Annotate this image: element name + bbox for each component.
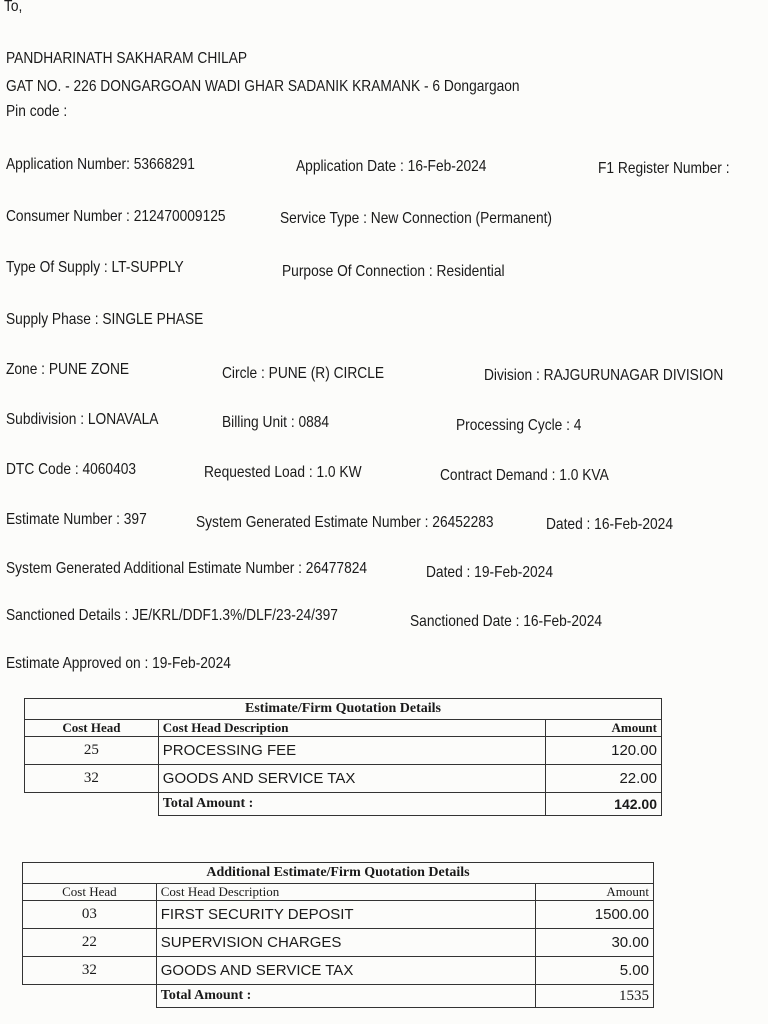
cost-head-cell: 03 (23, 901, 157, 929)
column-header-description: Cost Head Description (158, 720, 545, 737)
cost-head-cell: 32 (23, 957, 157, 985)
total-amount: 1535 (536, 985, 654, 1008)
application-date: Application Date : 16-Feb-2024 (296, 158, 487, 175)
pin-code: Pin code : (6, 103, 68, 120)
description-cell: PROCESSING FEE (158, 737, 545, 765)
cost-head-cell: 32 (25, 765, 159, 793)
zone: Zone : PUNE ZONE (6, 361, 130, 378)
table-row (23, 957, 654, 985)
description-cell: FIRST SECURITY DEPOSIT (156, 901, 535, 929)
total-label: Total Amount : (156, 985, 535, 1008)
column-header-amount: Amount (546, 720, 662, 737)
type-of-supply: Type Of Supply : LT-SUPPLY (6, 259, 184, 276)
system-estimate-dated: Dated : 16-Feb-2024 (546, 516, 673, 533)
table-caption: Additional Estimate/Firm Quotation Details (23, 863, 654, 884)
amount-cell: 120.00 (546, 737, 662, 765)
system-additional-estimate-dated: Dated : 19-Feb-2024 (426, 564, 553, 581)
amount-cell: 1500.00 (536, 901, 654, 929)
table-row (23, 901, 654, 929)
cost-head-cell: 22 (23, 929, 157, 957)
supply-phase: Supply Phase : SINGLE PHASE (6, 311, 204, 328)
description-cell: SUPERVISION CHARGES (156, 929, 535, 957)
billing-unit: Billing Unit : 0884 (222, 414, 330, 431)
amount-cell: 5.00 (536, 957, 654, 985)
cost-head-cell: 25 (25, 737, 159, 765)
column-header-cost-head: Cost Head (25, 720, 159, 737)
estimate-quotation-table (24, 698, 662, 816)
column-header-description: Cost Head Description (156, 884, 535, 901)
dtc-code: DTC Code : 4060403 (6, 461, 137, 478)
purpose-of-connection: Purpose Of Connection : Residential (282, 263, 505, 280)
circle: Circle : PUNE (R) CIRCLE (222, 365, 385, 382)
system-additional-estimate-number: System Generated Additional Estimate Number : 26477824 (6, 560, 368, 577)
table-row (25, 765, 662, 793)
amount-cell: 30.00 (536, 929, 654, 957)
estimate-number: Estimate Number : 397 (6, 511, 147, 528)
system-estimate-number: System Generated Estimate Number : 26452283 (196, 514, 494, 531)
total-row (23, 985, 654, 1008)
total-label: Total Amount : (158, 793, 545, 816)
amount-cell: 22.00 (546, 765, 662, 793)
description-cell: GOODS AND SERVICE TAX (156, 957, 535, 985)
requested-load: Requested Load : 1.0 KW (204, 464, 362, 481)
description-cell: GOODS AND SERVICE TAX (158, 765, 545, 793)
salutation: To, (4, 0, 23, 15)
total-amount: 142.00 (546, 793, 662, 816)
processing-cycle: Processing Cycle : 4 (456, 417, 582, 434)
consumer-name: PANDHARINATH SAKHARAM CHILAP (6, 50, 248, 67)
service-type: Service Type : New Connection (Permanent) (280, 210, 553, 227)
application-number: Application Number: 53668291 (6, 156, 195, 173)
column-header-cost-head: Cost Head (23, 884, 157, 901)
address-line: GAT NO. - 226 DONGARGOAN WADI GHAR SADANIK KRAMANK - 6 Dongargaon (6, 78, 520, 95)
additional-estimate-quotation-table (22, 862, 654, 1008)
sanctioned-details: Sanctioned Details : JE/KRL/DDF1.3%/DLF/23-24/397 (6, 607, 338, 624)
contract-demand: Contract Demand : 1.0 KVA (440, 467, 609, 484)
estimate-approved-on: Estimate Approved on : 19-Feb-2024 (6, 655, 231, 672)
subdivision: Subdivision : LONAVALA (6, 411, 159, 428)
table-caption: Estimate/Firm Quotation Details (25, 699, 662, 720)
sanctioned-date: Sanctioned Date : 16-Feb-2024 (410, 613, 603, 630)
column-header-amount: Amount (536, 884, 654, 901)
table-row (23, 929, 654, 957)
division: Division : RAJGURUNAGAR DIVISION (484, 367, 724, 384)
f1-register-number: F1 Register Number : (598, 160, 730, 177)
table-row (25, 737, 662, 765)
consumer-number: Consumer Number : 212470009125 (6, 208, 226, 225)
total-row (25, 793, 662, 816)
